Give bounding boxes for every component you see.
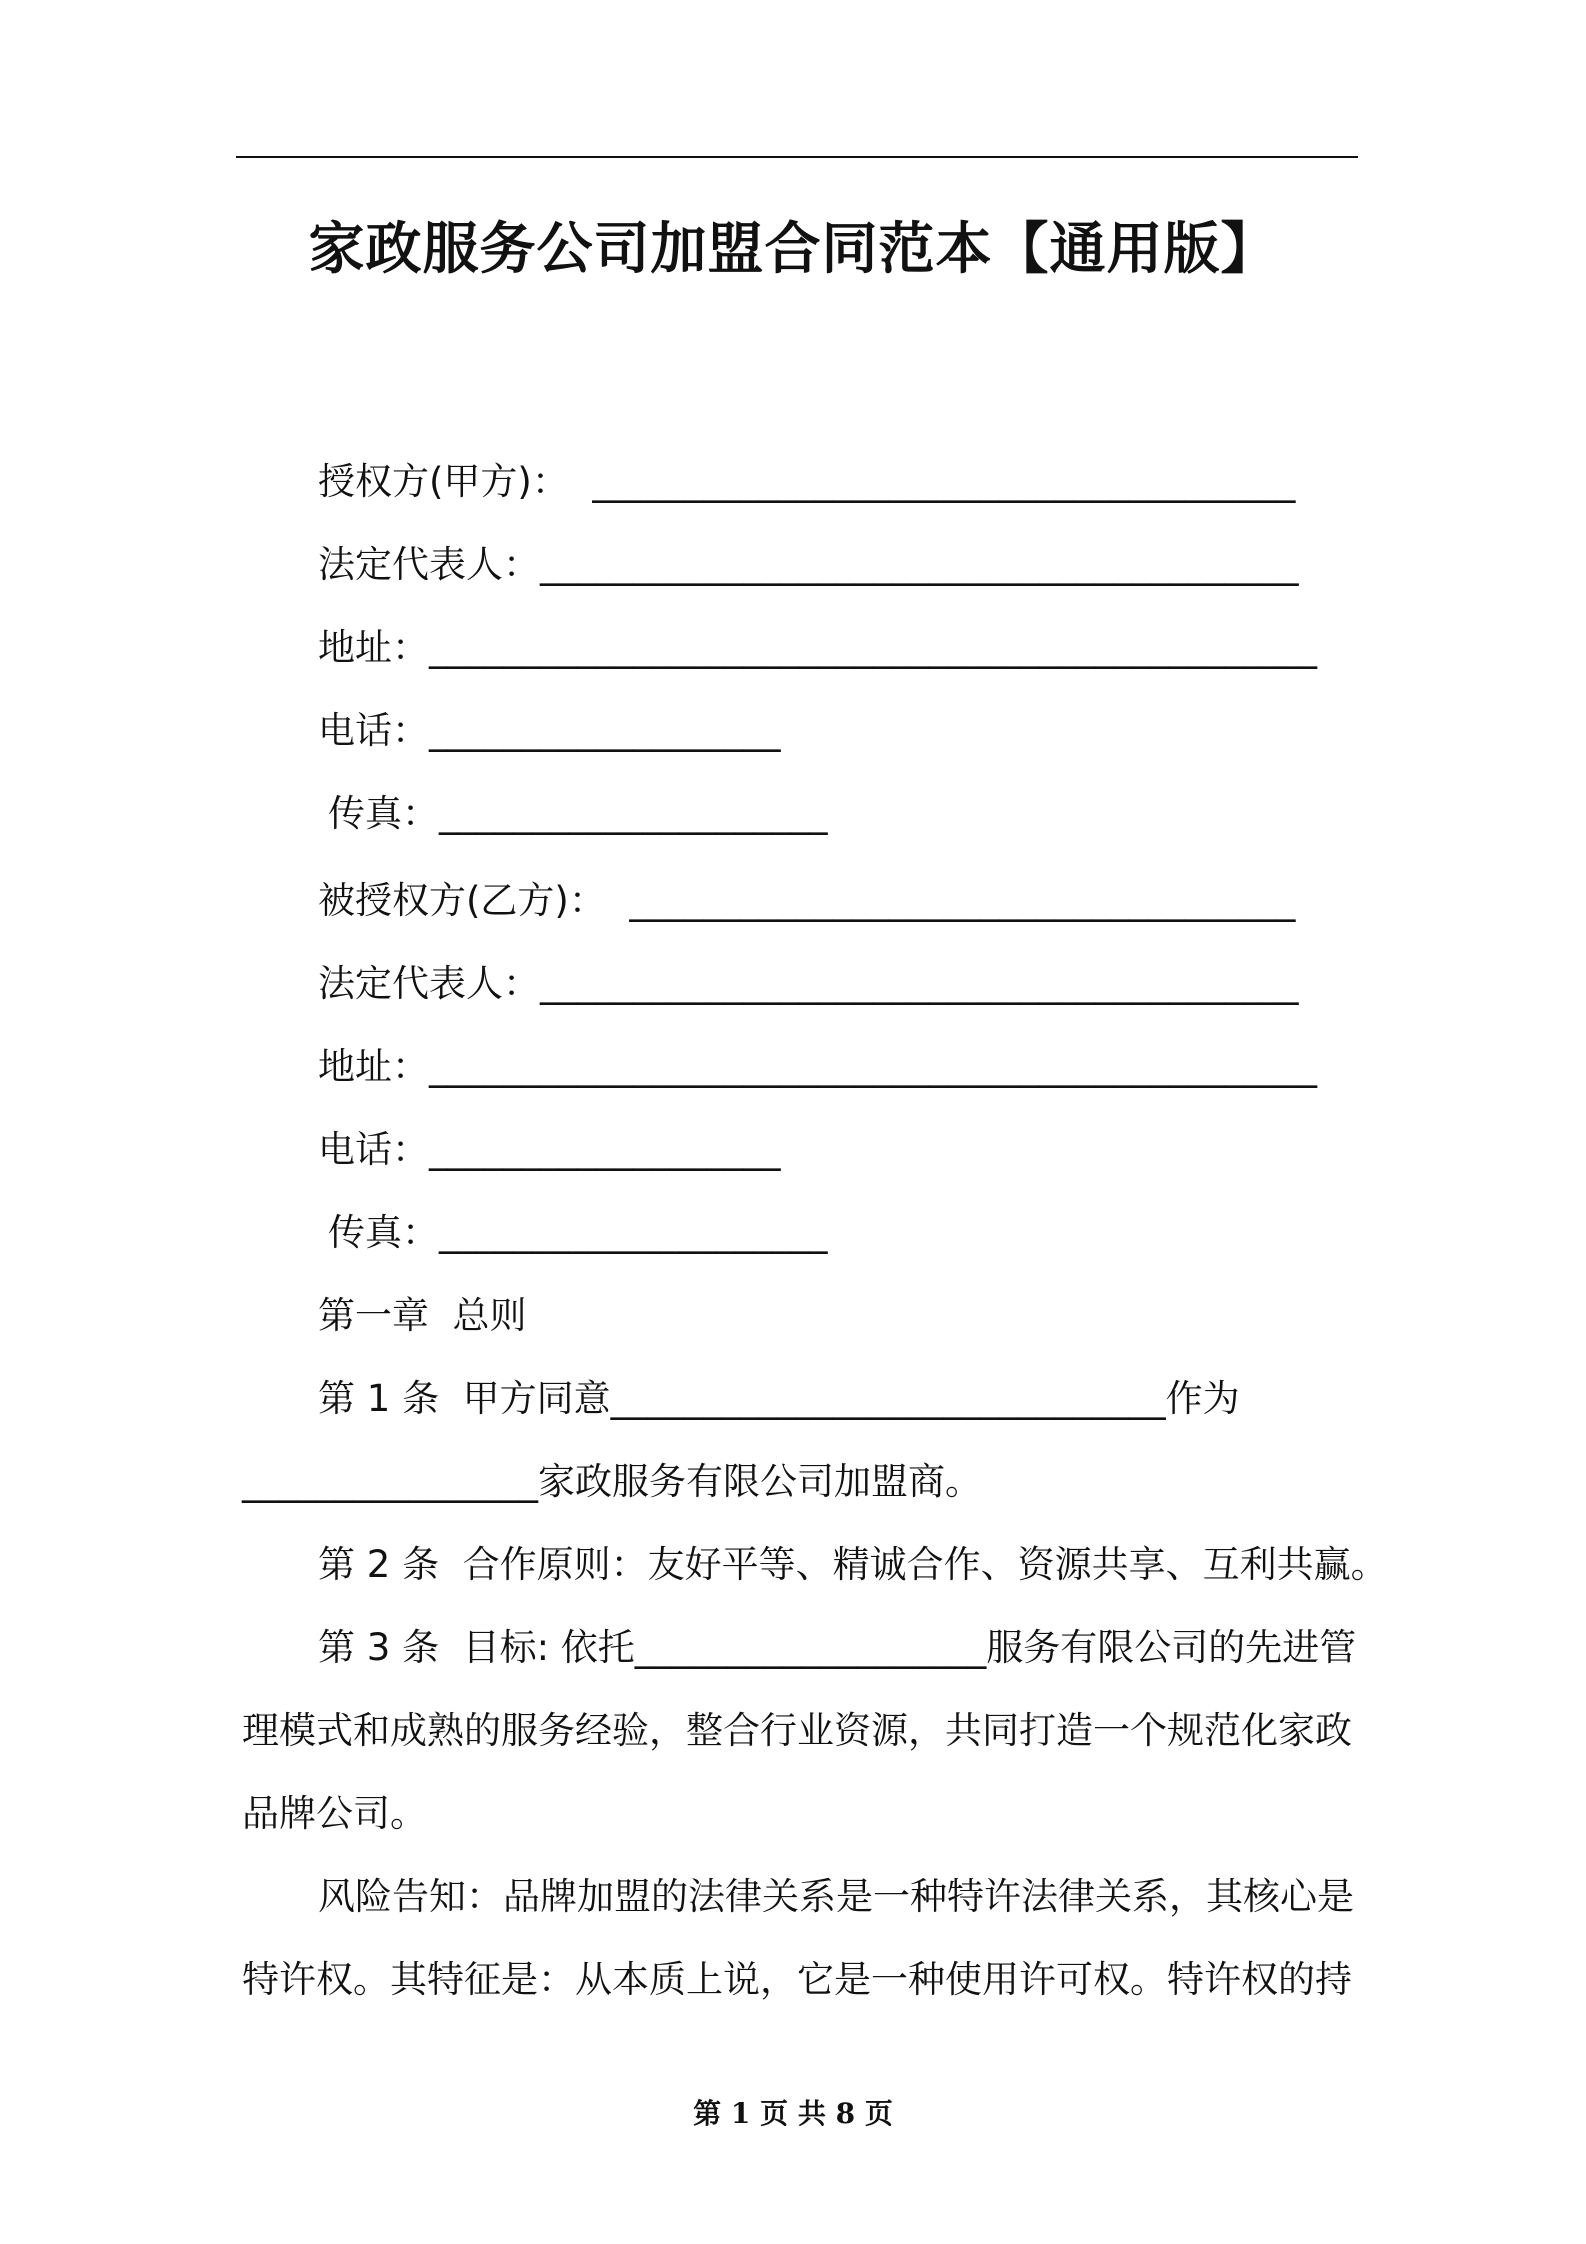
risk-notice-line-1: 风险告知：品牌加盟的法律关系是一种特许法律关系，其核心是 (318, 1875, 1354, 1918)
article-1-line-2: ________________家政服务有限公司加盟商。 (242, 1460, 982, 1503)
party-a-fax-line: 传真：_____________________ (328, 792, 828, 835)
party-a-representative-line: 法定代表人：_________________________________________ (318, 543, 1299, 586)
party-a-name-line: 授权方(甲方)： ______________________________________ (318, 460, 1296, 503)
chapter-heading: 第一章 总则 (318, 1294, 527, 1337)
party-b-fax-line: 传真：_____________________ (328, 1211, 828, 1254)
party-b-representative-line: 法定代表人：_________________________________________ (318, 962, 1299, 1005)
article-3-line-3: 品牌公司。 (242, 1792, 427, 1835)
party-b-phone-line: 电话：___________________ (318, 1128, 781, 1171)
article-1-line-1: 第 1 条 甲方同意______________________________作为 (318, 1377, 1240, 1420)
page-number: 第 1 页 共 8 页 (693, 2097, 893, 2130)
party-a-address-line: 地址：________________________________________________ (318, 626, 1317, 669)
article-3-line-2: 理模式和成熟的服务经验，整合行业资源，共同打造一个规范化家政 (242, 1709, 1352, 1752)
party-b-name-line: 被授权方(乙方)： ____________________________________ (318, 879, 1296, 922)
risk-notice-line-2: 特许权。其特征是：从本质上说，它是一种使用许可权。特许权的持 (242, 1958, 1352, 2001)
article-3-line-1: 第 3 条 目标: 依托___________________服务有限公司的先进管 (318, 1626, 1357, 1669)
document-title: 家政服务公司加盟合同范本【通用版】 (308, 217, 1278, 282)
party-a-phone-line: 电话：___________________ (318, 709, 781, 752)
article-2: 第 2 条 合作原则：友好平等、精诚合作、资源共享、互利共赢。 (318, 1543, 1388, 1586)
party-b-address-line: 地址：________________________________________________ (318, 1045, 1317, 1088)
header-rule (236, 156, 1358, 158)
